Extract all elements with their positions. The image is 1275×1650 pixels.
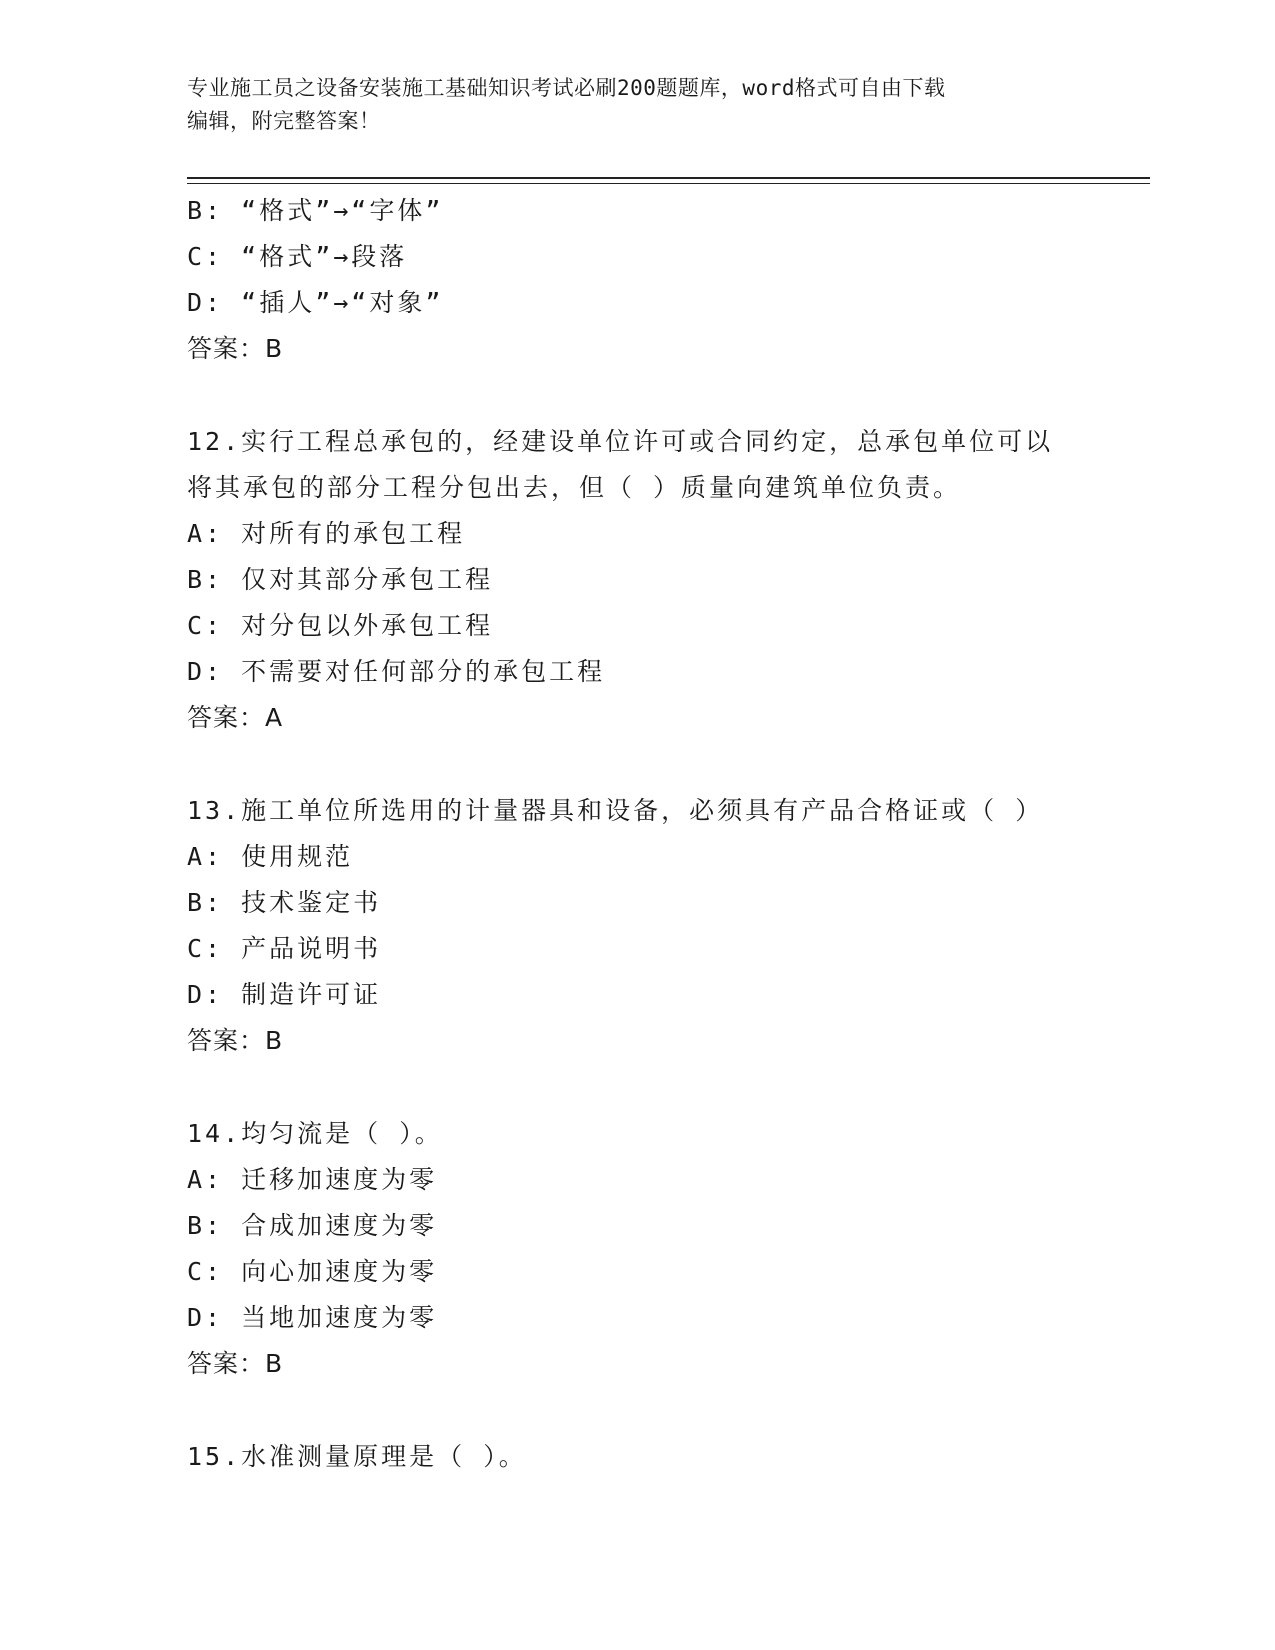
- option-d: D: 当地加速度为零: [187, 1303, 438, 1332]
- question-text-line-1: 15.水准测量原理是（ ）。: [187, 1442, 527, 1471]
- option-d: D: 不需要对任何部分的承包工程: [187, 657, 606, 686]
- header-divider-thin: [187, 183, 1150, 184]
- option-b: B: 技术鉴定书: [187, 888, 382, 917]
- question-13: [187, 788, 1087, 1064]
- question-text-line-1: 12.实行工程总承包的，经建设单位许可或合同约定，总承包单位可以: [187, 427, 1054, 456]
- question-text-line-1: 13.施工单位所选用的计量器具和设备，必须具有产品合格证或（ ）: [187, 796, 1044, 825]
- option-c: C: 向心加速度为零: [187, 1257, 438, 1286]
- option-b: B: 合成加速度为零: [187, 1211, 438, 1240]
- question-list: [187, 188, 1087, 1480]
- option-c: C: “格式”→段落: [187, 242, 408, 271]
- question-text-line-1: 14.均匀流是（ ）。: [187, 1119, 443, 1148]
- question-14: [187, 1111, 1087, 1387]
- answer-line: 答案：B: [187, 334, 284, 363]
- document-header: [187, 72, 1087, 138]
- option-d: D: 制造许可证: [187, 980, 382, 1009]
- option-c: C: 产品说明书: [187, 934, 382, 963]
- question-12: [187, 419, 1087, 741]
- option-a: A: 迁移加速度为零: [187, 1165, 438, 1194]
- question-11-continued: [187, 188, 1087, 372]
- question-15: [187, 1434, 1087, 1480]
- answer-line: 答案：B: [187, 1026, 284, 1055]
- option-b: B: “格式”→“字体”: [187, 196, 444, 225]
- header-title-line-2: 编辑，附完整答案！: [187, 109, 381, 133]
- option-c: C: 对分包以外承包工程: [187, 611, 494, 640]
- header-divider-thick: [187, 177, 1150, 179]
- option-a: A: 对所有的承包工程: [187, 519, 466, 548]
- question-text-line-2: 将其承包的部分工程分包出去，但（ ）质量向建筑单位负责。: [187, 473, 962, 502]
- option-b: B: 仅对其部分承包工程: [187, 565, 494, 594]
- answer-line: 答案：A: [187, 703, 284, 732]
- option-a: A: 使用规范: [187, 842, 354, 871]
- header-title-line-1: 专业施工员之设备安装施工基础知识考试必刷200题题库，word格式可自由下载: [187, 76, 946, 100]
- option-d: D: “插人”→“对象”: [187, 288, 444, 317]
- answer-line: 答案：B: [187, 1349, 284, 1378]
